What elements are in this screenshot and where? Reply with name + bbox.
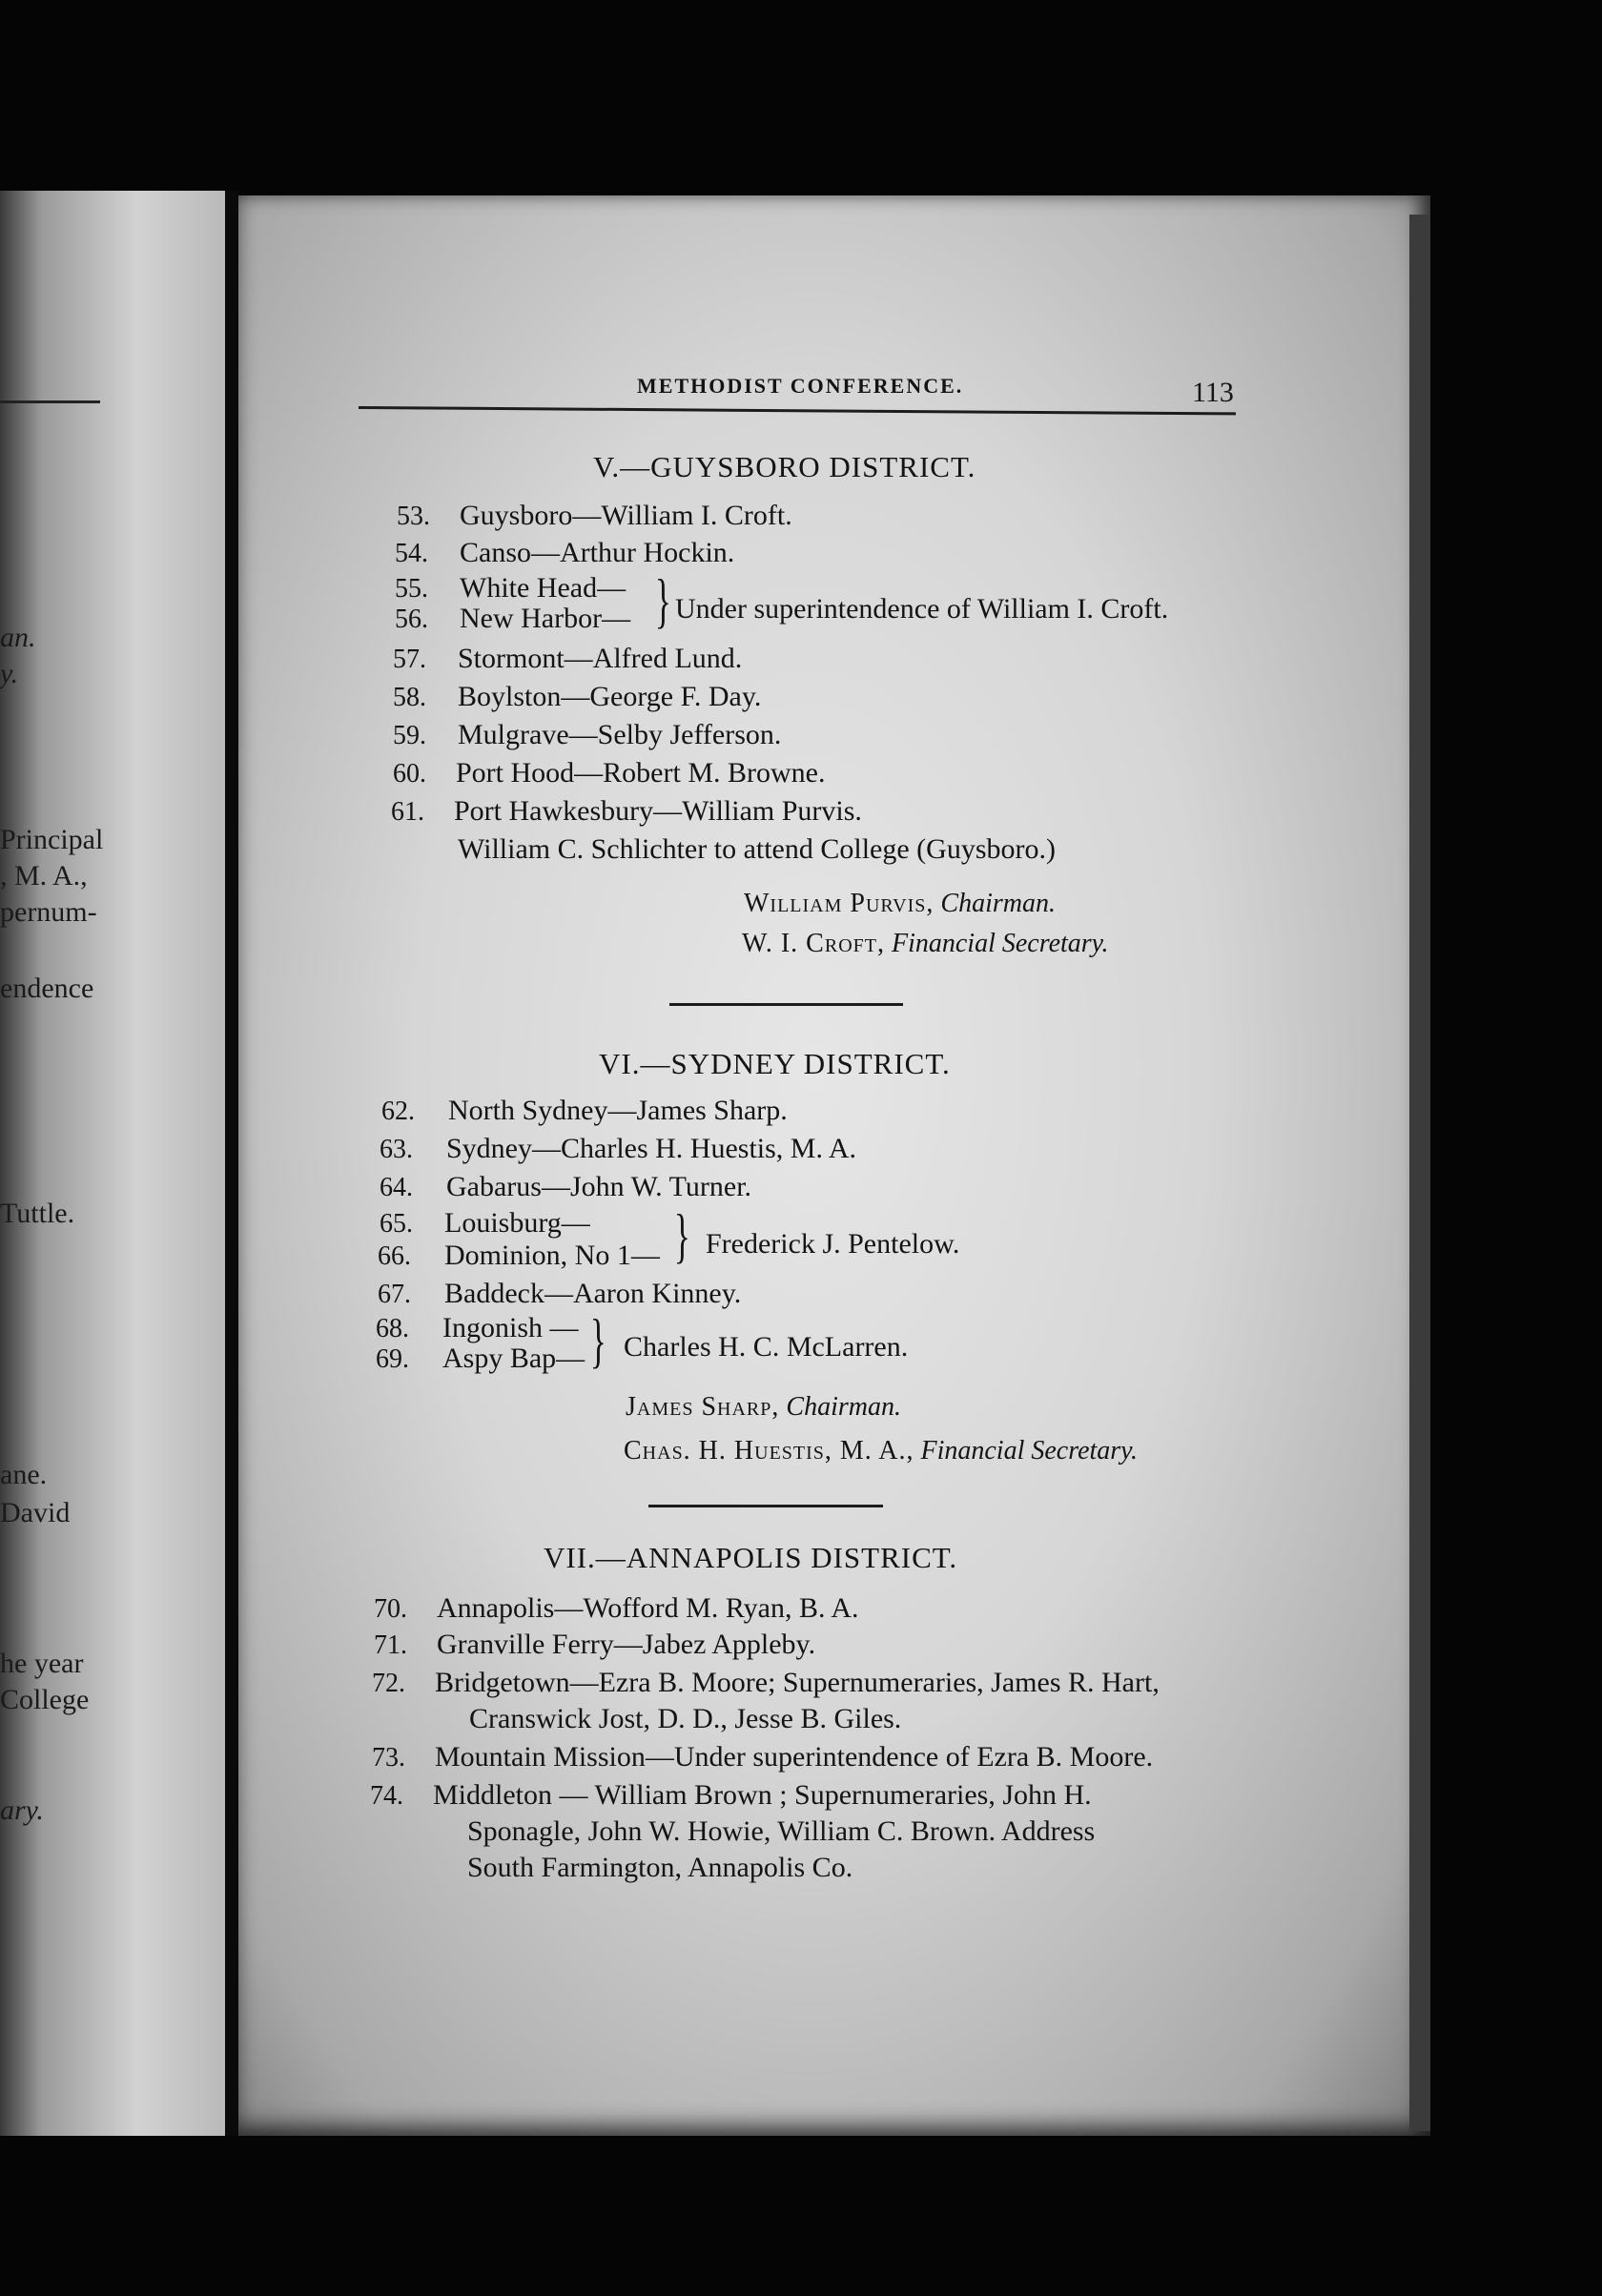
entry-text: Canso—Arthur Hockin. — [460, 537, 735, 568]
secretary-title: Financial Secretary. — [891, 929, 1109, 958]
chairman-title: Chairman. — [940, 889, 1056, 918]
entry-number: 72. — [372, 1669, 405, 1698]
left-fragment: he year — [0, 1648, 84, 1679]
entry-number: 60. — [393, 759, 426, 789]
entry-number: 63. — [380, 1135, 413, 1164]
brace-note: Under superintendence of William I. Croft. — [675, 593, 1169, 625]
entry-text: Baddeck—Aaron Kinney. — [444, 1278, 742, 1309]
section-title: VI.—SYDNEY DISTRICT. — [599, 1047, 951, 1080]
secretary-signature — [742, 929, 1109, 959]
left-fragment: ane. — [0, 1459, 48, 1490]
entry-text: Mountain Mission—Under superintendence of Ezra B. Moore. — [435, 1741, 1154, 1773]
chairman-name: William Purvis, — [744, 889, 934, 918]
page-number: 113 — [1192, 377, 1234, 408]
entry-text: Gabarus—John W. Turner. — [446, 1171, 752, 1202]
entry-text: Granville Ferry—Jabez Appleby. — [437, 1629, 816, 1660]
entry-text: Port Hood—Robert M. Browne. — [456, 757, 826, 789]
section-title: V.—GUYSBORO DISTRICT. — [593, 450, 976, 483]
brace: } — [589, 1306, 606, 1374]
entry-number: 68. — [376, 1314, 409, 1343]
left-fragment: an. — [0, 622, 36, 653]
chairman-signature — [744, 889, 1056, 919]
section-note: William C. Schlichter to attend College (Guysboro.) — [458, 833, 1056, 865]
brace-note: Frederick J. Pentelow. — [706, 1228, 960, 1260]
entry-text: Middleton — William Brown ; Supernumeraries, John H. — [433, 1779, 1092, 1811]
brace-note: Charles H. C. McLarren. — [624, 1331, 909, 1363]
running-header: METHODIST CONFERENCE. — [637, 374, 964, 398]
chairman-name: James Sharp, — [626, 1392, 780, 1422]
entry-text: Port Hawkesbury—William Purvis. — [454, 795, 862, 827]
entry-text: North Sydney—James Sharp. — [448, 1095, 788, 1126]
left-fragment: Tuttle. — [0, 1198, 75, 1229]
entry-text: Annapolis—Wofford M. Ryan, B. A. — [437, 1592, 859, 1624]
entry-number: 53. — [397, 502, 430, 531]
entry-text: Bridgetown—Ezra B. Moore; Supernumeraries, James R. Hart, — [435, 1667, 1160, 1698]
entry-text: Mulgrave—Selby Jefferson. — [458, 719, 782, 750]
secretary-name: Chas. H. Huestis, M. A., — [624, 1436, 914, 1466]
entry-text: Dominion, No 1— — [444, 1240, 660, 1271]
entry-number: 57. — [393, 645, 426, 674]
entry-number: 59. — [393, 721, 426, 750]
book-spine — [225, 191, 238, 2136]
entry-number: 64. — [380, 1173, 413, 1202]
left-fragment: Principal — [0, 824, 104, 855]
left-fragment: David — [0, 1497, 71, 1528]
entry-text: Ingonish — — [442, 1312, 579, 1343]
entry-text: Sydney—Charles H. Huestis, M. A. — [446, 1133, 856, 1164]
entry-text: Guysboro—William I. Croft. — [460, 500, 792, 531]
brace: } — [673, 1201, 690, 1269]
left-fragment: endence — [0, 973, 94, 1004]
chairman-signature — [626, 1392, 901, 1423]
entry-continuation: Sponagle, John W. Howie, William C. Brown. Address — [467, 1815, 1096, 1847]
left-page-rule — [0, 400, 100, 403]
entry-text: Stormont—Alfred Lund. — [458, 643, 743, 674]
left-fragment: , M. A., — [0, 860, 88, 892]
entry-number: 71. — [374, 1630, 407, 1660]
entry-text: White Head— — [460, 572, 626, 604]
secretary-name: W. I. Croft, — [742, 929, 885, 958]
page-edge — [1409, 215, 1430, 2131]
entry-number: 69. — [376, 1344, 409, 1374]
entry-continuation: South Farmington, Annapolis Co. — [467, 1852, 853, 1883]
entry-text: New Harbor— — [460, 603, 631, 634]
left-fragment: ary. — [0, 1794, 44, 1826]
entry-number: 73. — [372, 1743, 405, 1773]
chairman-title: Chairman. — [786, 1392, 901, 1422]
entry-number: 54. — [395, 539, 428, 568]
section-title: VII.—ANNAPOLIS DISTRICT. — [544, 1541, 958, 1574]
entry-number: 74. — [370, 1781, 403, 1811]
section-divider — [648, 1505, 883, 1507]
entry-number: 58. — [393, 683, 426, 712]
entry-number: 62. — [381, 1097, 415, 1126]
section-divider — [669, 1003, 903, 1006]
secretary-title: Financial Secretary. — [920, 1436, 1139, 1466]
entry-number: 55. — [395, 574, 428, 604]
left-fragment: College — [0, 1684, 90, 1715]
entry-number: 66. — [378, 1241, 411, 1271]
entry-continuation: Cranswick Jost, D. D., Jesse B. Giles. — [469, 1703, 902, 1734]
entry-text: Aspy Bap— — [442, 1343, 585, 1374]
entry-number: 70. — [374, 1594, 407, 1624]
left-fragment: y. — [0, 658, 19, 689]
secretary-signature — [624, 1436, 1138, 1466]
entry-number: 65. — [380, 1209, 413, 1239]
brace: } — [654, 566, 671, 634]
entry-number: 67. — [378, 1280, 411, 1309]
left-fragment: pernum- — [0, 896, 97, 928]
left-facing-page — [0, 191, 229, 2136]
entry-number: 56. — [395, 605, 428, 634]
entry-text: Louisburg— — [444, 1207, 590, 1239]
entry-number: 61. — [391, 797, 424, 827]
entry-text: Boylston—George F. Day. — [458, 681, 762, 712]
